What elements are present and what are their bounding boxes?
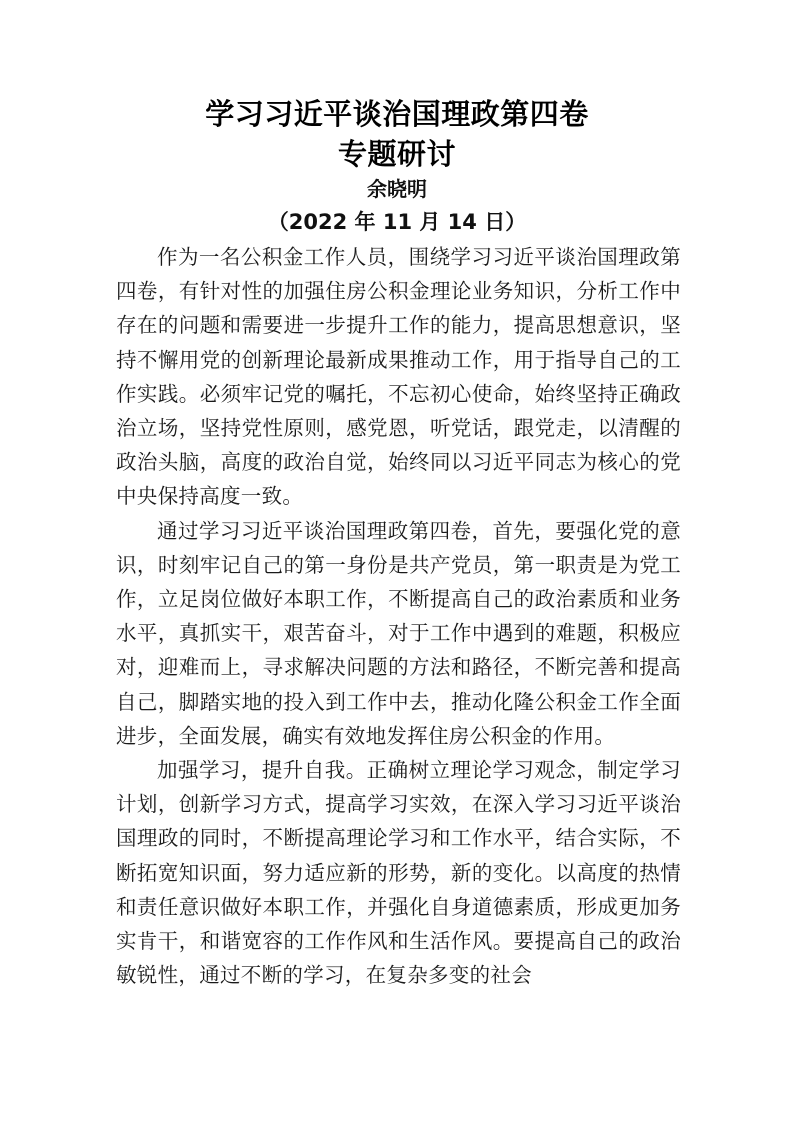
author-name: 余晓明	[367, 177, 427, 201]
document-body	[116, 240, 681, 992]
paragraph: 作为一名公积金工作人员，围绕学习习近平谈治国理政第四卷，有针对性的加强住房公积金理论业务知识，分析工作中存在的问题和需要进一步提升工作的能力，提高思想意识，坚持不懈用党的创新理论最新成果推动工作，用于指导自己的工作实践。必须牢记党的嘱托，不忘初心使命，始终坚持正确政治立场，坚持党性原则，感党恩，听党话，跟党走，以清醒的政治头脑，高度的政治自觉，始终同以习近平同志为核心的党中央保持高度一致。	[116, 245, 681, 509]
paragraph: 通过学习习近平谈治国理政第四卷，首先，要强化党的意识，时刻牢记自己的第一身份是共产党员，第一职责是为党工作，立足岗位做好本职工作，不断提高自己的政治素质和业务水平，真抓实干，艰苦奋斗，对于工作中遇到的难题，积极应对，迎难而上，寻求解决问题的方法和路径，不断完善和提高自己，脚踏实地的投入到工作中去，推动化隆公积金工作全面进步，全面发展，确实有效地发挥住房公积金的作用。	[116, 518, 681, 748]
document-title-line1: 学习习近平谈治国理政第四卷	[205, 97, 589, 131]
document-date: （2022 年 11 月 14 日）	[267, 210, 527, 234]
paragraph: 加强学习，提升自我。正确树立理论学习观念，制定学习计划，创新学习方式，提高学习实效，在深入学习习近平谈治国理政的同时，不断提高理论学习和工作水平，结合实际，不断拓宽知识面，努力适应新的形势，新的变化。以高度的热情和责任意识做好本职工作，并强化自身道德素质，形成更加务实肯干，和谐宽容的工作作风和生活作风。要提高自己的政治敏锐性，通过不断的学习，在复杂多变的社会	[116, 758, 681, 988]
document-title-line2: 专题研讨	[337, 137, 456, 171]
